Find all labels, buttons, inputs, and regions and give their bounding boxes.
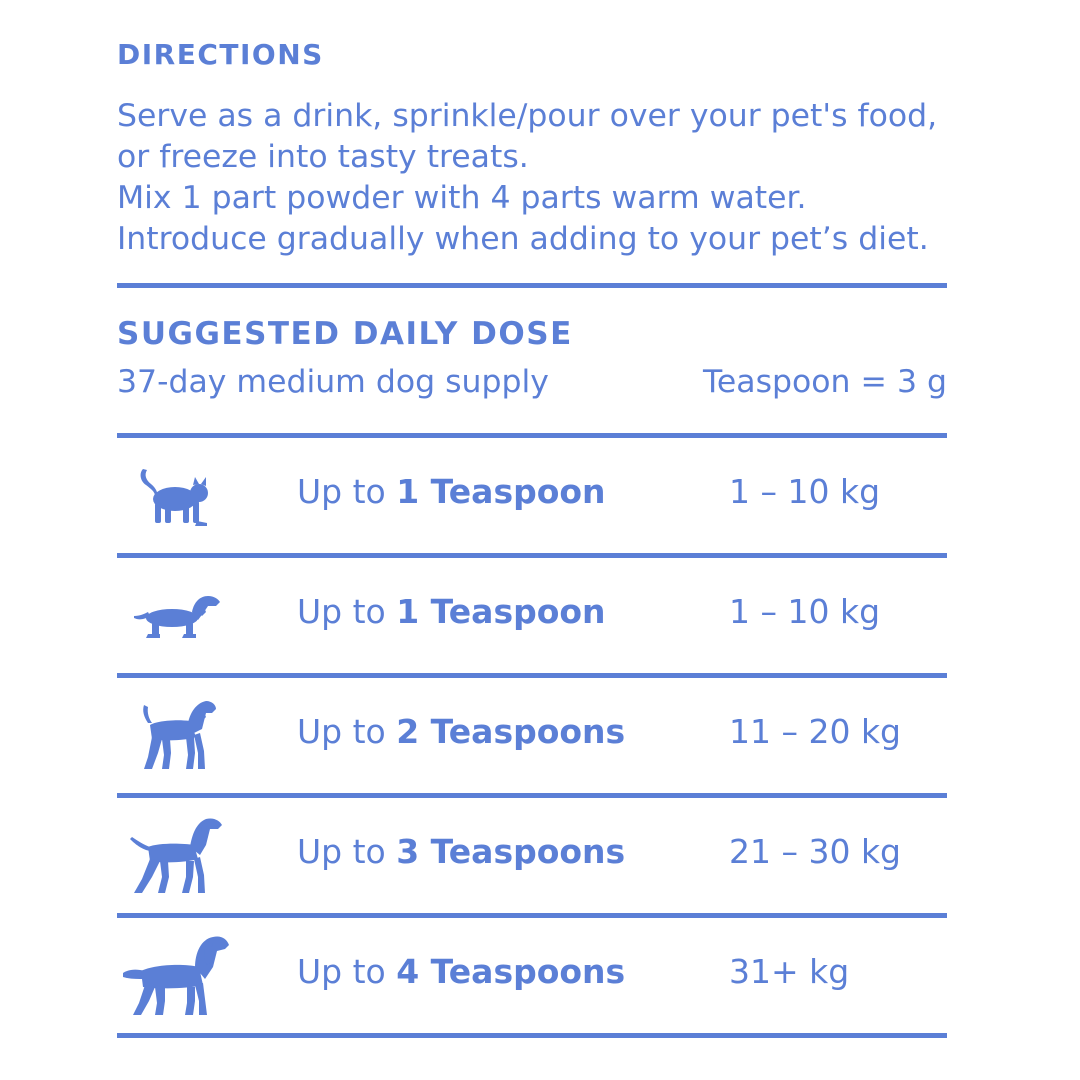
dose-amount bbox=[297, 592, 606, 631]
dose-amount bbox=[297, 952, 625, 991]
amount-prefix: Up to bbox=[297, 832, 397, 871]
dose-table bbox=[117, 438, 947, 1038]
dose-row bbox=[117, 798, 947, 918]
amount-prefix: Up to bbox=[297, 712, 397, 751]
section-divider bbox=[117, 283, 947, 288]
directions-text bbox=[117, 96, 957, 260]
terrier-icon bbox=[117, 678, 237, 793]
amount-quantity: 1 Teaspoon bbox=[396, 472, 606, 511]
directions-line: Serve as a drink, sprinkle/pour over your pet's food, bbox=[117, 98, 938, 134]
dose-row bbox=[117, 678, 947, 798]
weight-range: 31+ kg bbox=[729, 952, 850, 991]
daily-dose-heading: SUGGESTED DAILY DOSE bbox=[117, 316, 573, 352]
weight-range: 1 – 10 kg bbox=[729, 592, 881, 631]
pointer-dog-icon bbox=[117, 798, 237, 913]
teaspoon-equivalence: Teaspoon = 3 g bbox=[703, 364, 947, 400]
directions-heading: DIRECTIONS bbox=[117, 38, 324, 71]
amount-quantity: 3 Teaspoons bbox=[396, 832, 626, 871]
amount-quantity: 4 Teaspoons bbox=[396, 952, 626, 991]
amount-prefix: Up to bbox=[297, 472, 397, 511]
dose-row bbox=[117, 438, 947, 558]
retriever-icon bbox=[117, 918, 237, 1033]
weight-range: 1 – 10 kg bbox=[729, 472, 881, 511]
amount-prefix: Up to bbox=[297, 592, 397, 631]
weight-range: 11 – 20 kg bbox=[729, 712, 902, 751]
dose-row bbox=[117, 918, 947, 1038]
amount-quantity: 1 Teaspoon bbox=[396, 592, 606, 631]
amount-prefix: Up to bbox=[297, 952, 397, 991]
directions-line: or freeze into tasty treats. bbox=[117, 139, 529, 175]
dosage-panel bbox=[117, 0, 947, 1080]
dose-amount bbox=[297, 472, 606, 511]
cat-icon bbox=[117, 438, 237, 553]
supply-note: 37-day medium dog supply bbox=[117, 364, 549, 400]
dose-row bbox=[117, 558, 947, 678]
directions-line: Mix 1 part powder with 4 parts warm water. bbox=[117, 180, 807, 216]
dose-amount bbox=[297, 832, 625, 871]
weight-range: 21 – 30 kg bbox=[729, 832, 902, 871]
dachshund-icon bbox=[117, 558, 237, 673]
directions-line: Introduce gradually when adding to your pet’s diet. bbox=[117, 221, 929, 257]
dose-amount bbox=[297, 712, 625, 751]
amount-quantity: 2 Teaspoons bbox=[396, 712, 626, 751]
